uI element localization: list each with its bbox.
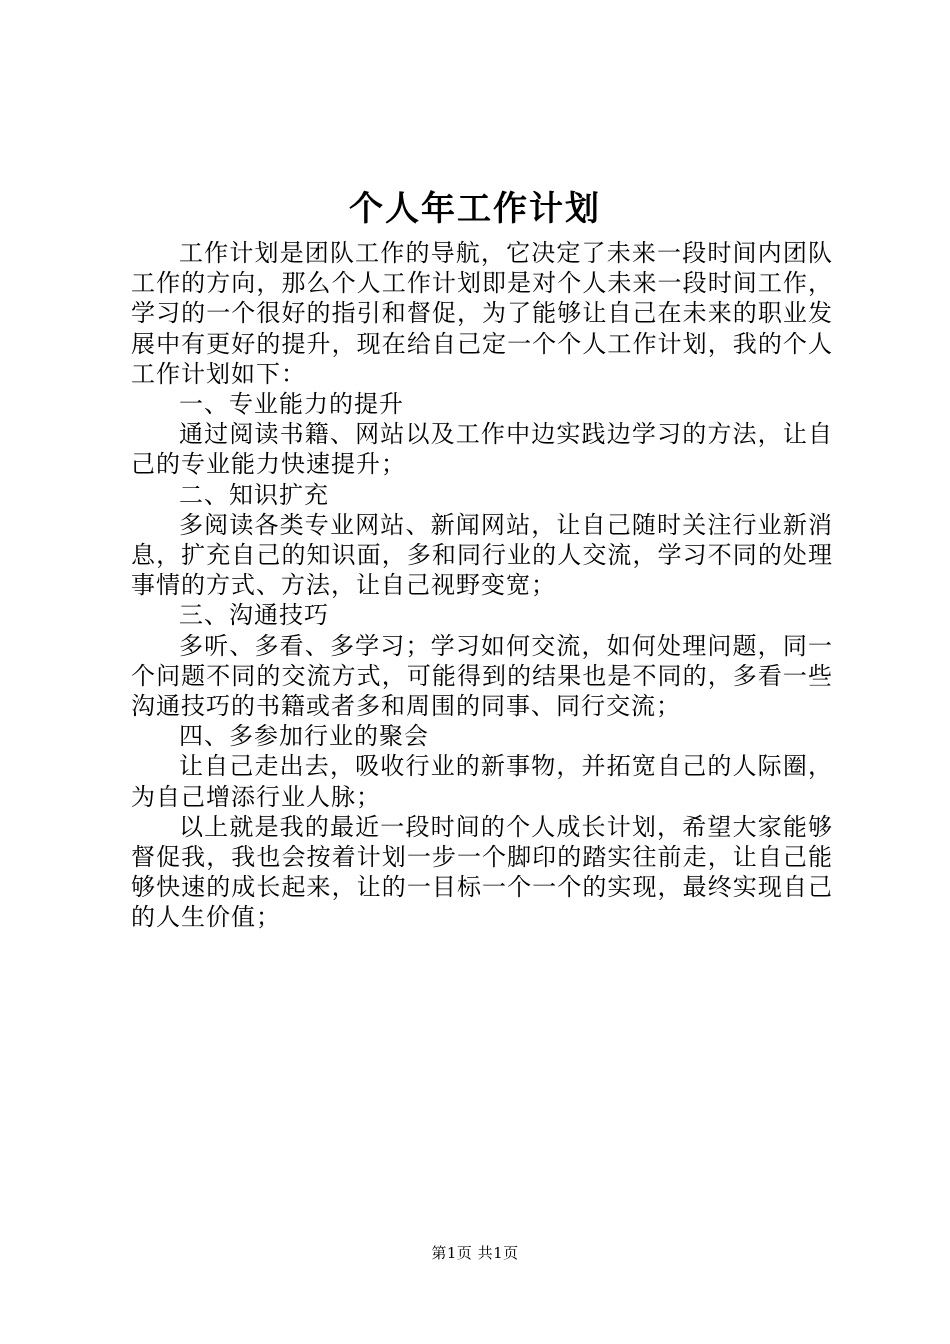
- page-total: 共1页: [477, 1244, 519, 1262]
- document-title: 个人年工作计划: [349, 189, 601, 229]
- paragraph-intro: 工作计划是团队工作的导航，它决定了未来一段时间内团队工作的方向，那么个人工作计划即是对个人未来一段时间工作，学习的一个很好的指引和督促，为了能够让自己在未来的职业发展中有更好的提升，现在给自己定一个个人工作计划，我的个人工作计划如下：: [131, 239, 833, 388]
- paragraph-conclusion: 以上就是我的最近一段时间的个人成长计划，希望大家能够督促我，我也会按着计划一步一个脚印的踏实往前走，让自己能够快速的成长起来，让的一目标一个一个的实现，最终实现自己的人生价值；: [131, 812, 833, 932]
- paragraph-2: 多阅读各类专业网站、新闻网站，让自己随时关注行业新消息，扩充自己的知识面，多和同行业的人交流，学习不同的处理事情的方式、方法，让自己视野变宽；: [131, 510, 833, 600]
- section-heading-1: 一、专业能力的提升: [179, 390, 404, 419]
- paragraph-3: 多听、多看、多学习；学习如何交流，如何处理问题，同一个问题不同的交流方式，可能得到的结果也是不同的，多看一些沟通技巧的书籍或者多和周围的同事、同行交流；: [131, 631, 833, 721]
- page-footer: [0, 1243, 950, 1263]
- section-heading-2: 二、知识扩充: [179, 480, 329, 509]
- page-number: 第1页: [431, 1244, 473, 1262]
- section-heading-4: 四、多参加行业的聚会: [179, 722, 429, 751]
- paragraph-1: 通过阅读书籍、网站以及工作中边实践边学习的方法，让自己的专业能力快速提升；: [131, 420, 833, 479]
- document-body: [131, 238, 833, 933]
- paragraph-4: 让自己走出去，吸收行业的新事物，并拓宽自己的人际圈，为自己增添行业人脉；: [131, 752, 833, 811]
- section-heading-3: 三、沟通技巧: [179, 601, 329, 630]
